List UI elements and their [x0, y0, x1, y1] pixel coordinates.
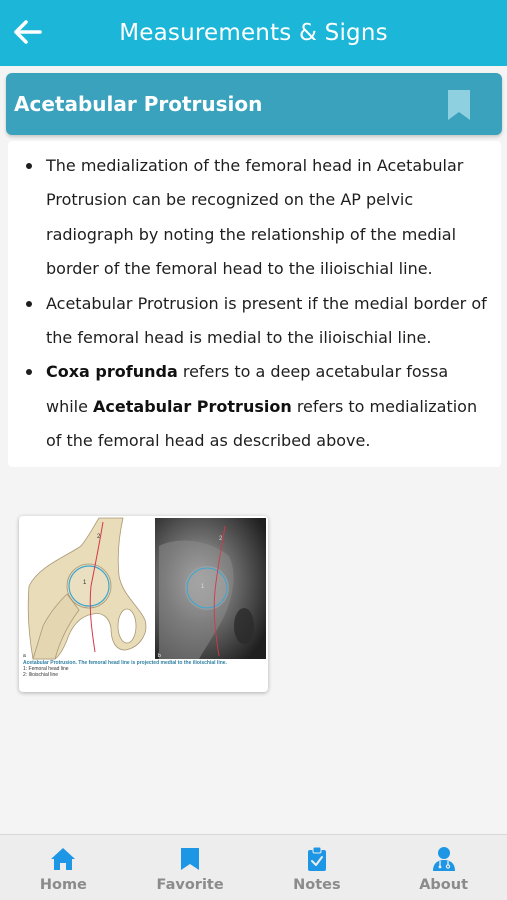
doctor-icon: [432, 846, 456, 872]
bullet-item: [24, 355, 487, 458]
arrow-left-icon: [13, 19, 43, 45]
page-title: Measurements & Signs: [119, 20, 388, 46]
home-icon: [50, 847, 76, 871]
nav-label: About: [419, 877, 469, 893]
bullet-list: [24, 149, 487, 459]
bullet-item: [24, 287, 487, 356]
bullet-item: [24, 149, 487, 287]
bold-term: Acetabular Protrusion: [93, 396, 292, 416]
section-title: Acetabular Protrusion: [14, 92, 263, 116]
bottom-navigation: [0, 834, 507, 900]
bullet-text: refers to medialization of the femoral head as described above.: [46, 396, 478, 451]
top-app-bar: [0, 0, 507, 66]
marker-2: 2: [219, 536, 223, 542]
bold-term: Coxa profunda: [46, 362, 178, 382]
figure-card[interactable]: [19, 516, 268, 692]
bullet-text: refers to a deep acetabular fossa while: [46, 362, 449, 416]
nav-label: Home: [39, 877, 87, 893]
nav-favorite[interactable]: [127, 835, 254, 900]
back-button[interactable]: [10, 14, 46, 50]
figure-legend-item: 1: Femoral head line: [23, 666, 69, 672]
content-card: [8, 141, 501, 467]
section-header: [6, 73, 502, 135]
panel-a-label: a: [23, 653, 26, 659]
bullet-text: Acetabular Protrusion is present if the medial border of the femoral head is medial to the ilioischial line.: [46, 293, 487, 348]
figure-caption-title: Acetabular Protrusion. The femoral head line is projected medial to the ilioischial line.: [23, 660, 227, 666]
marker-2: 2: [97, 534, 101, 540]
marker-1: 1: [201, 584, 205, 590]
bookmark-icon: [180, 847, 200, 871]
bookmark-icon: [446, 89, 472, 121]
panel-b-label: b: [158, 653, 161, 659]
nav-label: Notes: [293, 877, 341, 893]
clipboard-icon: [307, 846, 327, 872]
bookmark-button[interactable]: [446, 89, 472, 121]
figure-legend-item: 2: Ilioischial line: [23, 672, 59, 678]
nav-about[interactable]: [380, 835, 507, 900]
bullet-text: The medialization of the femoral head in Acetabular Protrusion can be recognized on the AP pelvic radiograph by noting the relationship of the medial border of the femoral head to the ilioischial line.: [46, 156, 464, 279]
nav-notes[interactable]: [254, 835, 381, 900]
figure-caption: [23, 660, 265, 678]
marker-1: 1: [83, 580, 87, 586]
nav-home[interactable]: [0, 835, 127, 900]
nav-label: Favorite: [156, 877, 224, 893]
